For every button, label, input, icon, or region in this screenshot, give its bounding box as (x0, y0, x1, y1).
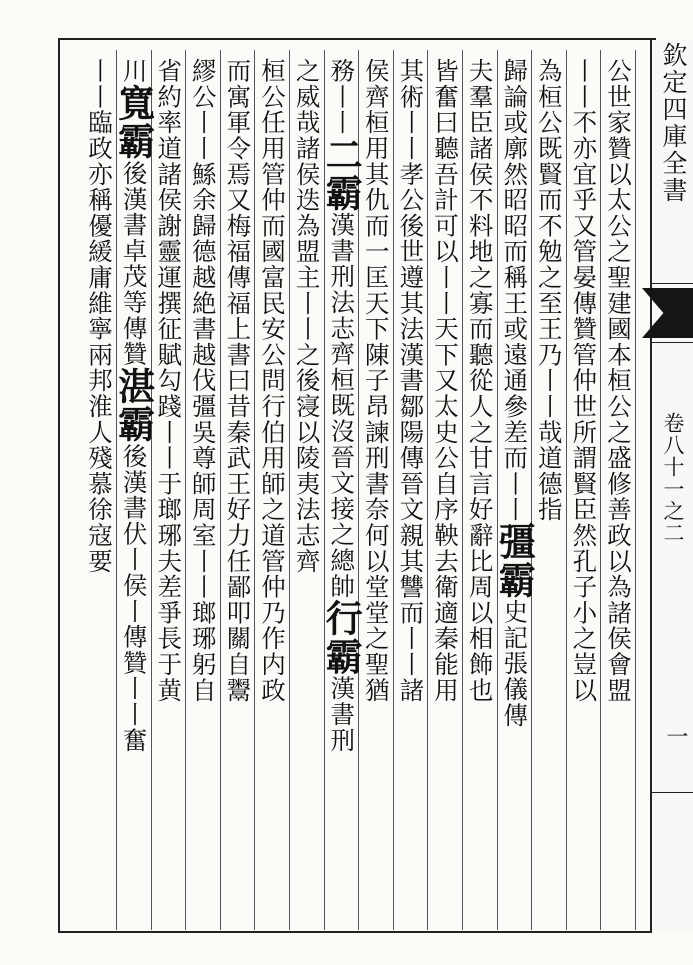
text-column (79, 58, 119, 574)
text-column (287, 58, 327, 574)
text-segment: 之威哉 (292, 58, 322, 136)
text-segment: 務丨丨 (327, 58, 357, 136)
text-segment: 漢書刑 (327, 675, 357, 754)
entry-heading: 二霸 (319, 135, 364, 213)
entry-heading: 寬霸 (111, 83, 156, 161)
text-segment: 庸維寧兩邦淮人殘慕徐寇要 (85, 264, 114, 575)
text-column (390, 58, 430, 703)
entry-heading: 彊霸 (492, 522, 537, 600)
margin-rule-upper (652, 283, 693, 284)
text-segment: 夫羣臣諸侯不料地之寡而聽從人之甘言好辭比周以相飾也 (465, 58, 495, 703)
text-segment: 侯齊桓用其仇而一匡天下陳子昂諫刑書奈何以堂堂之聖猶 (361, 58, 391, 703)
text-segment: 公世家贊以太公之聖建國本桓公之盛修善政以為諸侯會盟 (604, 58, 633, 703)
text-segment: 為桓公既賢而不勉之至王乃丨丨哉道德指 (534, 58, 564, 523)
text-column (319, 58, 364, 754)
text-column (598, 58, 638, 703)
text-segment: 而寓軍令焉又梅福傳福上書曰昔秦武王好力任鄙叩關自鬻 (223, 58, 253, 703)
text-column (252, 58, 292, 703)
text-segment: 皆奮曰聽吾計可以丨丨天下又太史公自序鞅去衛適秦能用 (431, 58, 460, 703)
volume-label: 卷八十一之二 (661, 412, 685, 544)
text-segment: 後漢書伏丨侯丨傳贊丨丨奮 (119, 443, 149, 754)
text-column (563, 58, 603, 703)
text-segment: 後漢書卓茂等傳贊 (119, 160, 149, 367)
text-column (460, 58, 500, 703)
text-column (492, 58, 537, 729)
margin-rule-lower (652, 342, 693, 343)
text-segment: 桓公任用管仲而國富民安公問行伯用師之道管仲乃作内政 (258, 58, 287, 703)
text-column (111, 58, 156, 754)
text-column (183, 58, 223, 703)
text-segment: 繆公丨丨鯀余歸德越絶書越伐彊吳尊師周室丨丨瑯琊躬自 (188, 58, 218, 703)
text-segment: 川 (119, 58, 149, 84)
text-segment: 諸侯迭為盟主丨丨之後寖以陵夷 (292, 135, 322, 497)
text-segment: 其術丨丨孝公後世遵其法漢書鄒陽傳晉文親其讐而丨丨諸 (396, 58, 426, 703)
text-segment: 省約率道諸侯謝靈運撰征賦勾踐丨丨于瑯琊夫差爭長于黄 (154, 58, 184, 703)
text-segment: 丨丨臨政亦稱優緩 (85, 58, 114, 265)
text-column (425, 58, 465, 703)
text-segment: 歸論或廓然昭昭而稱王或遠通參差而丨丨 (500, 58, 530, 523)
text-segment: 漢書刑法志齊桓既沒晉文接之總帥 (327, 212, 357, 600)
page-number: 一 (663, 725, 688, 747)
book-title: 欽定四庫全書 (659, 42, 688, 204)
text-column (529, 58, 569, 522)
entry-heading: 湛霸 (111, 366, 156, 444)
text-segment: 史記張儀傳 (500, 599, 530, 729)
entry-heading: 行霸 (319, 599, 364, 676)
text-segment: 法志齊 (292, 496, 322, 575)
text-segment: 丨丨不亦宜乎又管晏傳贊管仲世所謂賢臣然孔子小之豈以 (569, 58, 599, 703)
margin-border (650, 40, 652, 933)
text-column (217, 58, 257, 703)
margin-rule-bottom (652, 792, 693, 793)
